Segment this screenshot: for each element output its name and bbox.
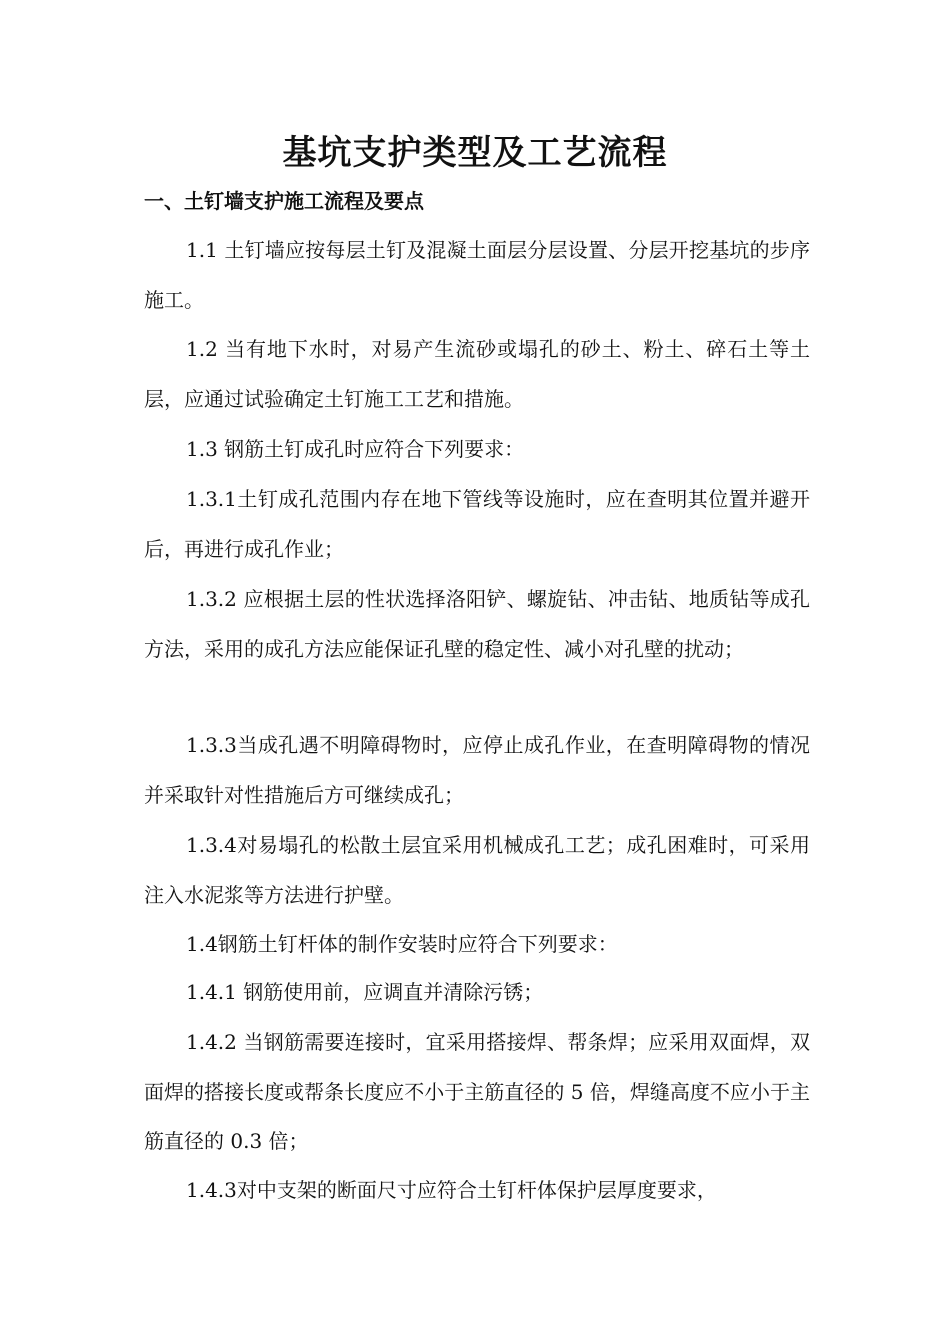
- paragraph-1-4-1: 1.4.1 钢筋使用前，应调直并清除污锈；: [186, 980, 544, 1004]
- paragraph-1-3: 1.3 钢筋土钉成孔时应符合下列要求：: [186, 437, 525, 461]
- section-heading: 一、土钉墙支护施工流程及要点: [144, 189, 424, 213]
- paragraph-1-4-2: 1.4.2 当钢筋需要连接时，宜采用搭接焊、帮条焊；应采用双面焊，双面焊的搭接长度或帮条长度应不小于主筋直径的 5 倍，焊缝高度不应小于主筋直径的 0.3 倍；: [144, 1030, 810, 1153]
- paragraph-1-1: 1.1 土钉墙应按每层土钉及混凝土面层分层设置、分层开挖基坑的步序施工。: [144, 238, 810, 312]
- paragraph-1-2: 1.2 当有地下水时，对易产生流砂或塌孔的砂土、粉土、碎石土等土层，应通过试验确定土钉施工工艺和措施。: [144, 337, 810, 411]
- paragraph-1-4: 1.4钢筋土钉杆体的制作安装时应符合下列要求：: [186, 932, 618, 956]
- paragraph-1-4-3: 1.4.3对中支架的断面尺寸应符合土钉杆体保护层厚度要求，: [186, 1178, 717, 1202]
- paragraph-1-3-2: 1.3.2 应根据土层的性状选择洛阳铲、螺旋钻、冲击钻、地质钻等成孔方法，采用的成孔方法应能保证孔壁的稳定性、减小对孔壁的扰动；: [144, 587, 810, 661]
- document-title: 基坑支护类型及工艺流程: [282, 133, 668, 173]
- paragraph-1-3-4: 1.3.4对易塌孔的松散土层宜采用机械成孔工艺；成孔困难时，可采用注入水泥浆等方法进行护壁。: [144, 833, 810, 907]
- paragraph-1-3-1: 1.3.1土钉成孔范围内存在地下管线等设施时，应在查明其位置并避开后，再进行成孔作业；: [144, 487, 810, 561]
- paragraph-1-3-3: 1.3.3当成孔遇不明障碍物时，应停止成孔作业，在查明障碍物的情况并采取针对性措施后方可继续成孔；: [144, 733, 810, 807]
